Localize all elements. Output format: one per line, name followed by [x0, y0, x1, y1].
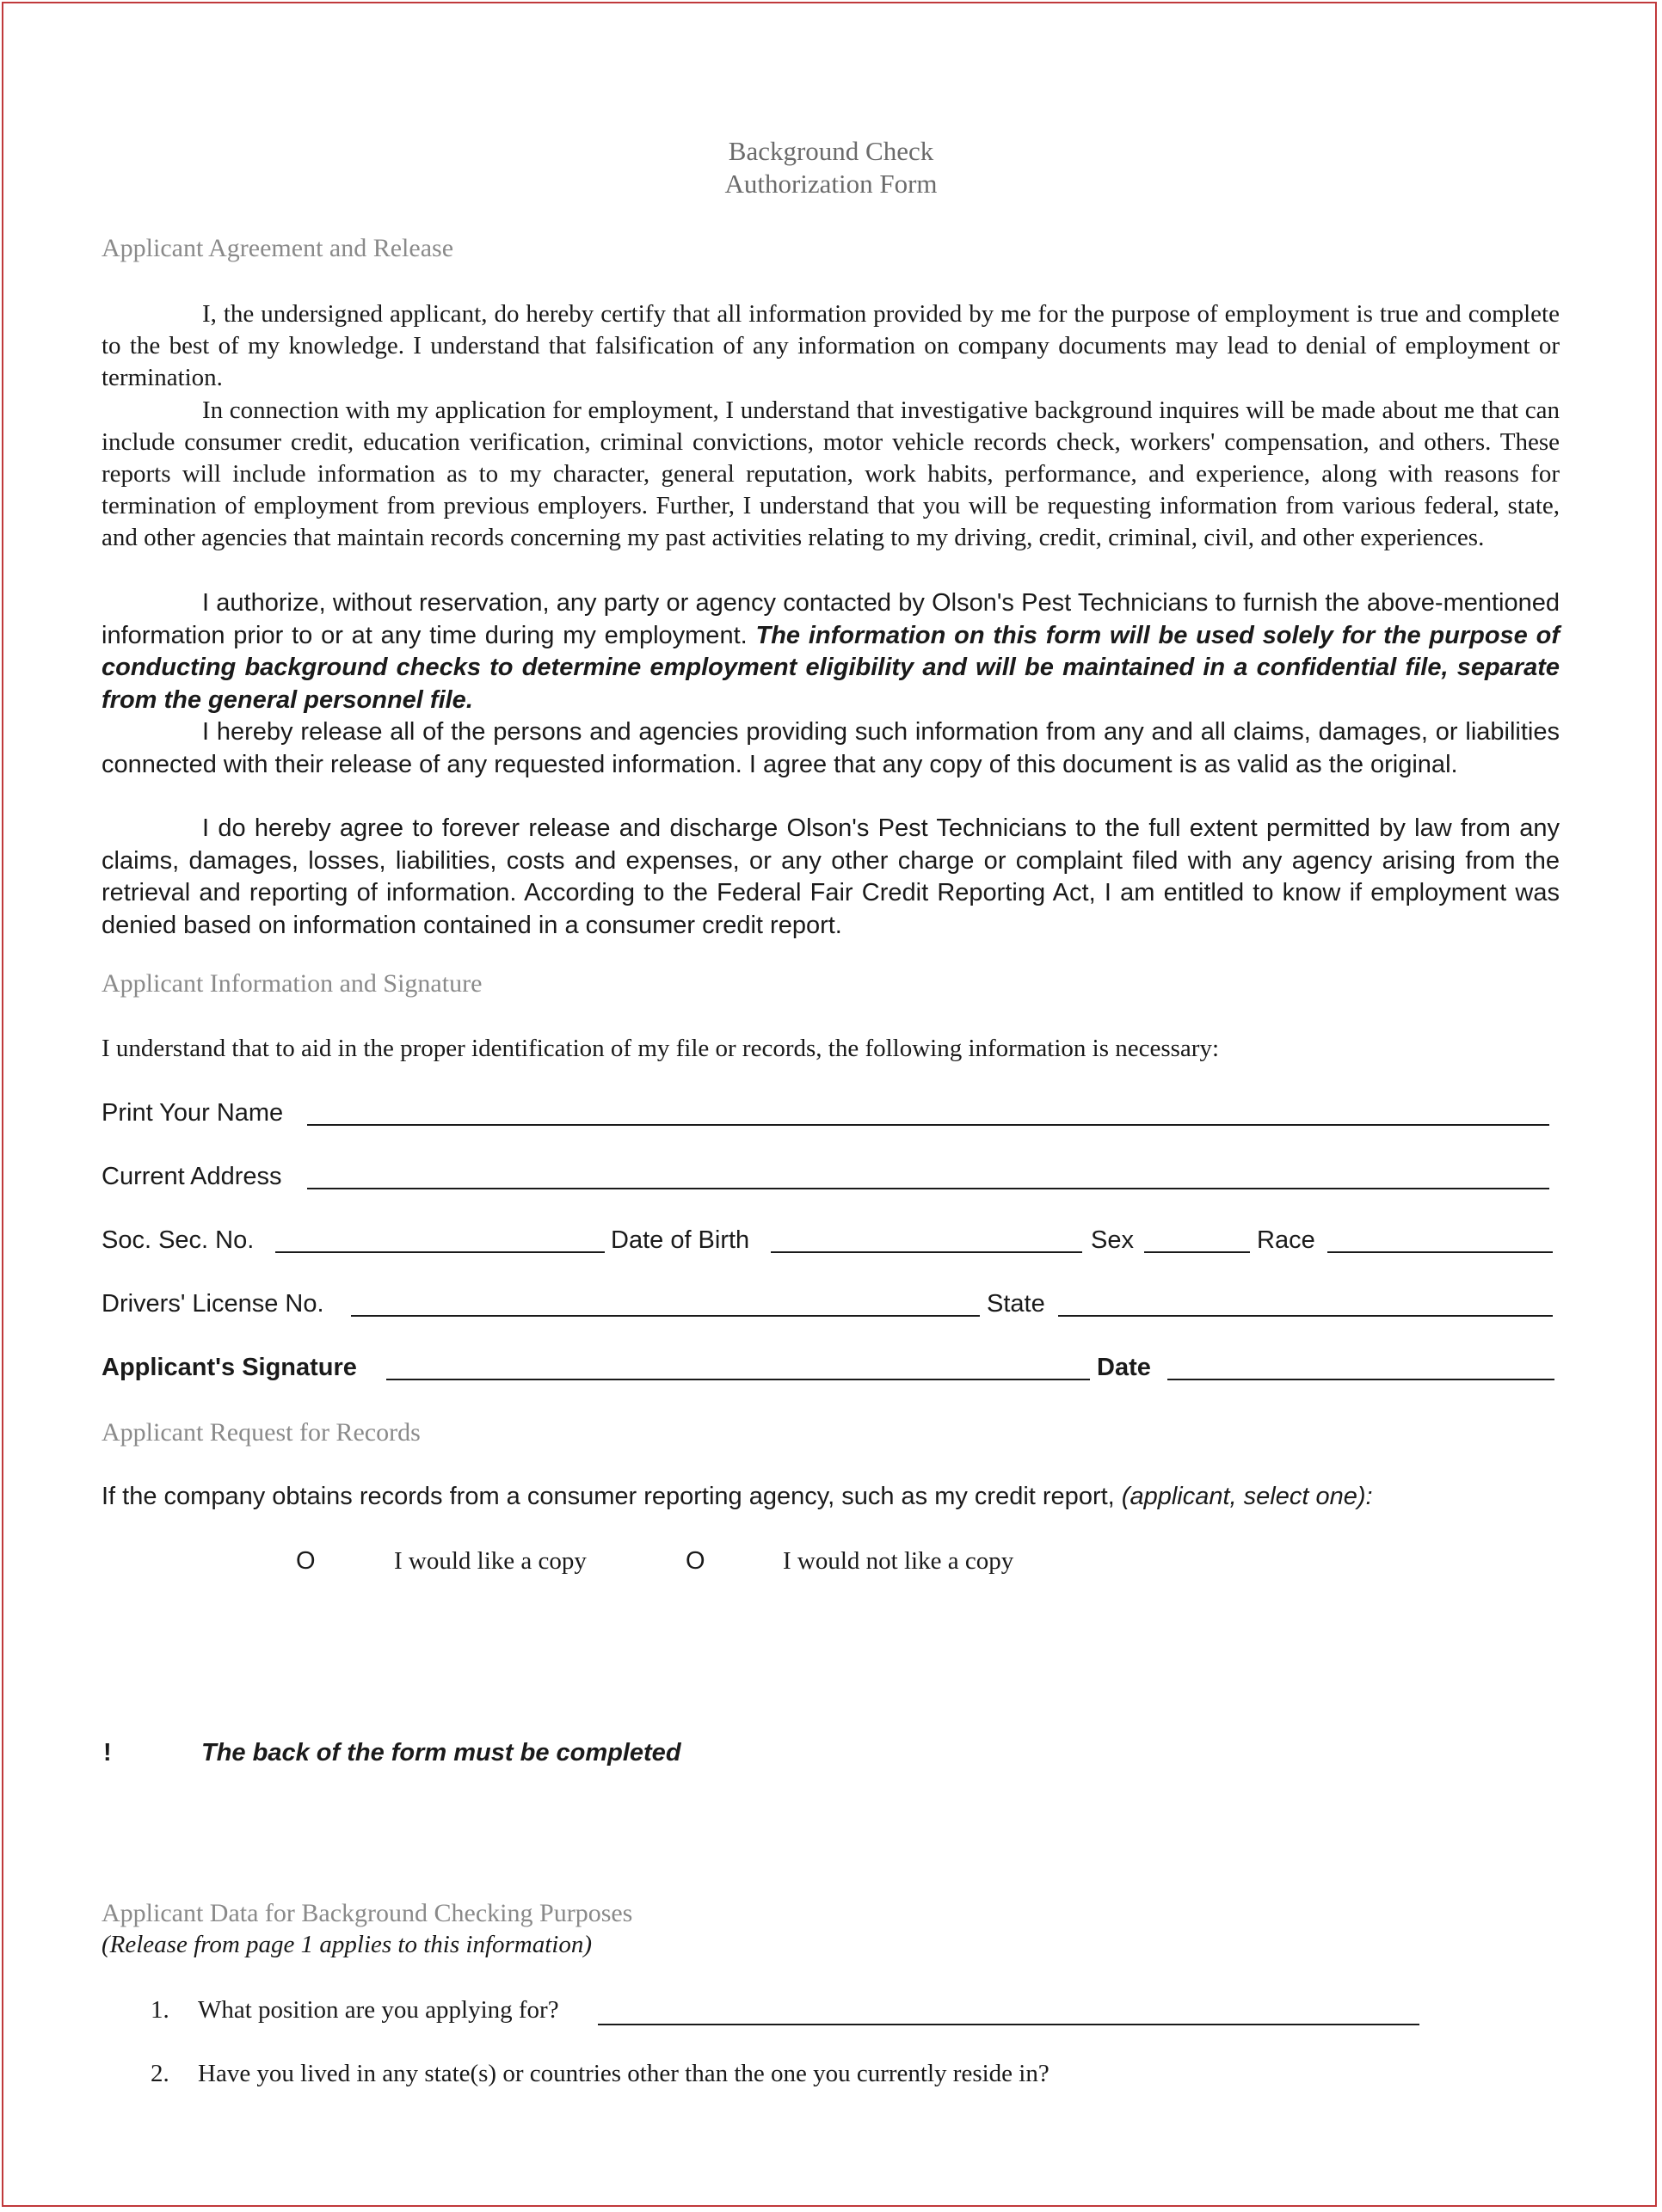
agreement-paragraph-5: I do hereby agree to forever release and discharge Olson's Pest Technicians to the full extent permitted by law from any claims, damages, losses, liabilities, costs and expenses, or any other charge or complaint filed with any agency arising from the retrieval and reporting of information. According to the Federal Fair Credit Reporting Act, I am entitled to know if employment was denied based on information contained in a consumer credit report.	[102, 814, 1560, 939]
back-of-form-notice: The back of the form must be completed	[201, 1739, 681, 1767]
question-1-number: 1.	[151, 1996, 169, 2024]
agreement-paragraph-1: I, the undersigned applicant, do hereby certify that all information provided by me for the purpose of employment is true and complete to the best of my knowledge. I understand that falsification of any information on company documents may lead to denial of employment or termination.	[102, 300, 1560, 391]
ssn-label: Soc. Sec. No.	[102, 1226, 255, 1254]
agreement-paragraph-2: In connection with my application for employment, I understand that investigative background inquires will be made about me that can include consumer credit, education verification, criminal convictions, motor vehicle records check, workers' compensation, and others. These reports will include information as to my character, general reputation, work habits, performance, and experience, along with reasons for termination of employment from previous employers. Further, I understand that you will be requesting information from various federal, state, and other agencies that maintain records concerning my past activities relating to my driving, credit, criminal, civil, and other experiences.	[102, 396, 1560, 551]
option-copy-label: I would like a copy	[394, 1547, 587, 1575]
option-copy-radio[interactable]: O	[296, 1547, 316, 1575]
question-2-number: 2.	[151, 2060, 169, 2087]
question-1-text: What position are you applying for?	[198, 1996, 559, 2024]
section-heading-applicant-data: Applicant Data for Background Checking Purposes	[102, 1899, 633, 1927]
signature-field[interactable]	[386, 1379, 1090, 1380]
signature-label: Applicant's Signature	[102, 1354, 357, 1381]
race-label: Race	[1257, 1226, 1315, 1254]
address-label: Current Address	[102, 1163, 282, 1190]
position-field[interactable]	[598, 2024, 1419, 2025]
question-2-text: Have you lived in any state(s) or countries other than the one you currently reside in?	[198, 2060, 1050, 2087]
paragraph-3-text: I authorize, without reservation, any party or agency contacted by Olson's Pest Technicians to furnish the above-mentioned information prior to or at any time during my employment.	[102, 589, 1560, 649]
section-heading-agreement: Applicant Agreement and Release	[102, 234, 454, 262]
warning-icon: !	[103, 1739, 112, 1767]
information-intro: I understand that to aid in the proper identification of my file or records, the following information is necessary:	[102, 1035, 1219, 1062]
name-field[interactable]	[307, 1124, 1549, 1126]
form-title-line2: Authorization Form	[724, 169, 938, 199]
section-heading-information: Applicant Information and Signature	[102, 969, 483, 998]
license-label: Drivers' License No.	[102, 1290, 324, 1318]
state-label: State	[987, 1290, 1045, 1318]
section-heading-records: Applicant Request for Records	[102, 1418, 421, 1447]
race-field[interactable]	[1327, 1251, 1553, 1253]
agreement-paragraph-3	[102, 587, 1560, 716]
dob-field[interactable]	[771, 1251, 1082, 1253]
agreement-paragraph-4: I hereby release all of the persons and agencies providing such information from any and all claims, damages, or liabilities connected with their release of any requested information. I agree that any copy of this document is as valid as the original.	[102, 718, 1560, 778]
option-no-copy-label: I would not like a copy	[783, 1547, 1014, 1575]
address-field[interactable]	[307, 1188, 1549, 1189]
name-label: Print Your Name	[102, 1099, 284, 1127]
ssn-field[interactable]	[275, 1251, 605, 1253]
paragraph-3-bold-text: The information on this form will be used solely for the purpose of conducting background checks to determine employment eligibility and will be maintained in a confidential file, separate from the general personnel file.	[102, 621, 1560, 714]
records-intro-text: If the company obtains records from a consumer reporting agency, such as my credit report,	[102, 1483, 1122, 1510]
records-intro-italic: (applicant, select one):	[1121, 1483, 1373, 1510]
form-title-line1: Background Check	[728, 136, 934, 166]
license-field[interactable]	[351, 1315, 980, 1317]
state-field[interactable]	[1058, 1315, 1553, 1317]
section-subheading-release: (Release from page 1 applies to this information)	[102, 1931, 593, 1958]
records-intro	[102, 1483, 1373, 1511]
date-label: Date	[1097, 1354, 1151, 1381]
date-field[interactable]	[1167, 1379, 1554, 1380]
sex-field[interactable]	[1144, 1251, 1250, 1253]
sex-label: Sex	[1091, 1226, 1134, 1254]
dob-label: Date of Birth	[611, 1226, 750, 1254]
option-no-copy-radio[interactable]: O	[686, 1547, 705, 1575]
